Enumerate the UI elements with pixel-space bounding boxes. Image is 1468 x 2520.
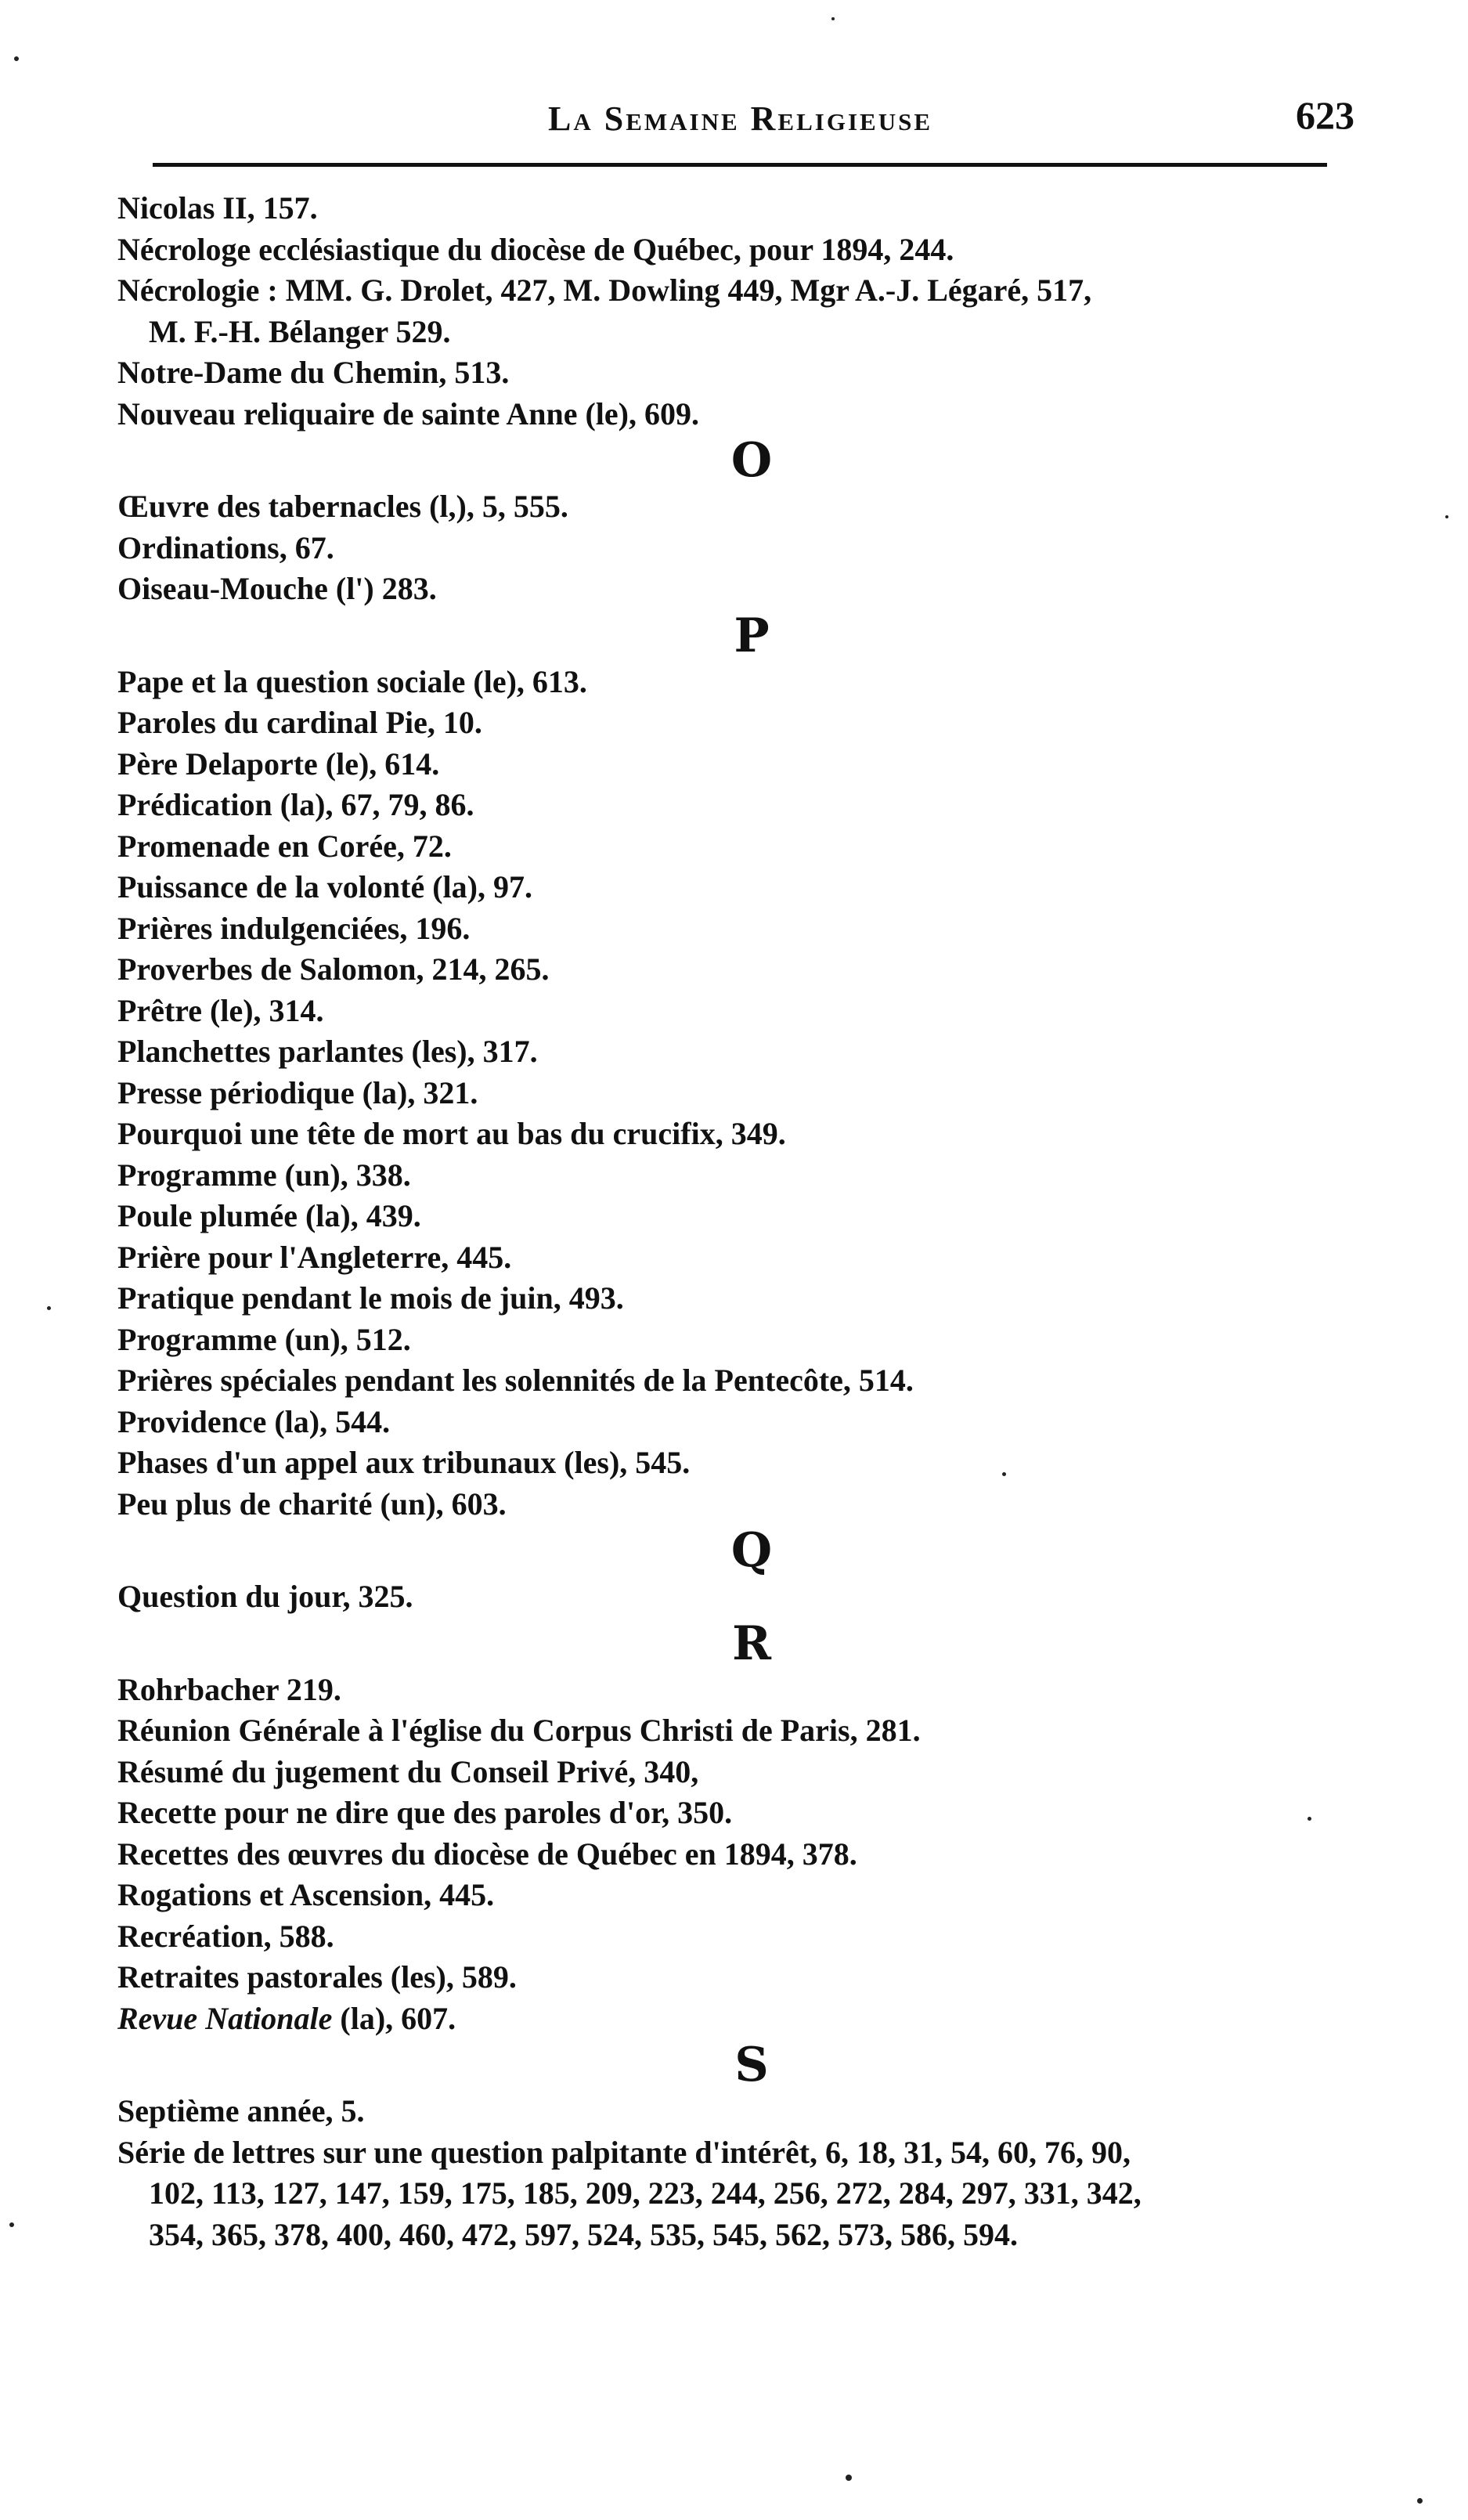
index-entry: Prêtre (le), 314. xyxy=(117,992,324,1028)
index-entry: 354, 365, 378, 400, 460, 472, 597, 524, 535, 545, 562, 573, 586, 594. xyxy=(149,2216,1018,2252)
index-entry: Prédication (la), 67, 79, 86. xyxy=(117,787,474,822)
scan-speck xyxy=(1002,1472,1006,1476)
scan-speck xyxy=(47,1306,51,1310)
index-entry: Paroles du cardinal Pie, 10. xyxy=(117,705,482,740)
entry-italic-title: Revue Nationale xyxy=(117,2000,333,2036)
scan-speck xyxy=(1417,2498,1423,2504)
index-entries xyxy=(117,188,1339,2255)
index-entry: Pourquoi une tête de mort au bas du crucifix, 349. xyxy=(117,1116,786,1151)
index-entry: Question du jour, 325. xyxy=(117,1579,413,1614)
index-entry: Père Delaporte (le), 614. xyxy=(117,746,440,782)
index-entry: Nécrologie : MM. G. Drolet, 427, M. Dowling 449, Mgr A.-J. Légaré, 517, xyxy=(117,273,1092,308)
index-entry: Promenade en Corée, 72. xyxy=(117,828,452,864)
index-entry xyxy=(117,1998,1339,2040)
section-letter-s: S xyxy=(734,2038,769,2092)
index-entry: Programme (un), 338. xyxy=(117,1157,411,1193)
scan-speck xyxy=(1445,515,1448,518)
page-number: 623 xyxy=(1296,93,1354,137)
index-entry: Notre-Dame du Chemin, 513. xyxy=(117,355,510,390)
index-entry: Résumé du jugement du Conseil Privé, 340, xyxy=(117,1753,699,1789)
index-entry: Nécrologe ecclésiastique du diocèse de Québec, pour 1894, 244. xyxy=(117,231,954,267)
index-entry: Planchettes parlantes (les), 317. xyxy=(117,1034,538,1069)
index-entry: Série de lettres sur une question palpitante d'intérêt, 6, 18, 31, 54, 60, 76, 90, xyxy=(117,2134,1131,2170)
scan-speck xyxy=(14,56,19,61)
index-entry: Peu plus de charité (un), 603. xyxy=(117,1486,507,1522)
index-entry: Phases d'un appel aux tribunaux (les), 545. xyxy=(117,1445,691,1480)
index-entry: Prières spéciales pendant les solennités de la Pentecôte, 514. xyxy=(117,1363,914,1398)
index-entry: Puissance de la volonté (la), 97. xyxy=(117,869,532,904)
index-entry: Prière pour l'Angleterre, 445. xyxy=(117,1239,512,1275)
index-entry: Septième année, 5. xyxy=(117,2093,365,2128)
index-entry: M. F.-H. Bélanger 529. xyxy=(149,313,451,349)
index-entry: Nouveau reliquaire de sainte Anne (le), 609. xyxy=(117,395,699,431)
section-letter-p: P xyxy=(734,608,770,663)
index-entry: Proverbes de Salomon, 214, 265. xyxy=(117,951,550,987)
scan-speck xyxy=(9,2222,14,2227)
index-entry: Recettes des œuvres du diocèse de Québec en 1894, 378. xyxy=(117,1836,857,1872)
entry-rest: (la), 607. xyxy=(332,2000,456,2036)
index-entry: Prières indulgenciées, 196. xyxy=(117,910,471,946)
index-entry: Pape et la question sociale (le), 613. xyxy=(117,663,587,699)
index-entry: Nicolas II, 157. xyxy=(117,190,318,226)
index-entry: Rohrbacher 219. xyxy=(117,1671,341,1707)
section-letter-r: R xyxy=(732,1616,771,1671)
index-entry: Retraites pastorales (les), 589. xyxy=(117,1959,517,1995)
index-entry: Pratique pendant le mois de juin, 493. xyxy=(117,1280,624,1316)
index-entry: Poule plumée (la), 439. xyxy=(117,1198,421,1233)
index-entry: Oiseau-Mouche (l') 283. xyxy=(117,571,437,606)
index-entry: Presse périodique (la), 321. xyxy=(117,1074,478,1110)
index-entry: Réunion Générale à l'église du Corpus Christi de Paris, 281. xyxy=(117,1713,921,1748)
scan-speck xyxy=(846,2475,852,2481)
index-entry: Recette pour ne dire que des paroles d'or, 350. xyxy=(117,1795,733,1830)
index-entry: Recréation, 588. xyxy=(117,1918,334,1954)
header-rule xyxy=(153,163,1327,167)
scan-speck xyxy=(1307,1817,1311,1821)
index-entry: 102, 113, 127, 147, 159, 175, 185, 209, 223, 244, 256, 272, 284, 297, 331, 342, xyxy=(149,2175,1142,2211)
index-entry: Œuvre des tabernacles (l,), 5, 555. xyxy=(117,489,568,524)
running-header xyxy=(149,92,1354,155)
index-entry: Ordinations, 67. xyxy=(117,529,334,565)
section-letter-o: O xyxy=(730,433,773,488)
index-entry: Providence (la), 544. xyxy=(117,1403,391,1439)
section-letter-q: Q xyxy=(730,1523,773,1578)
scan-speck xyxy=(831,17,835,20)
running-title: La Semaine Religieuse xyxy=(548,99,933,138)
index-entry: Programme (un), 512. xyxy=(117,1321,411,1357)
index-entry: Rogations et Ascension, 445. xyxy=(117,1877,495,1912)
